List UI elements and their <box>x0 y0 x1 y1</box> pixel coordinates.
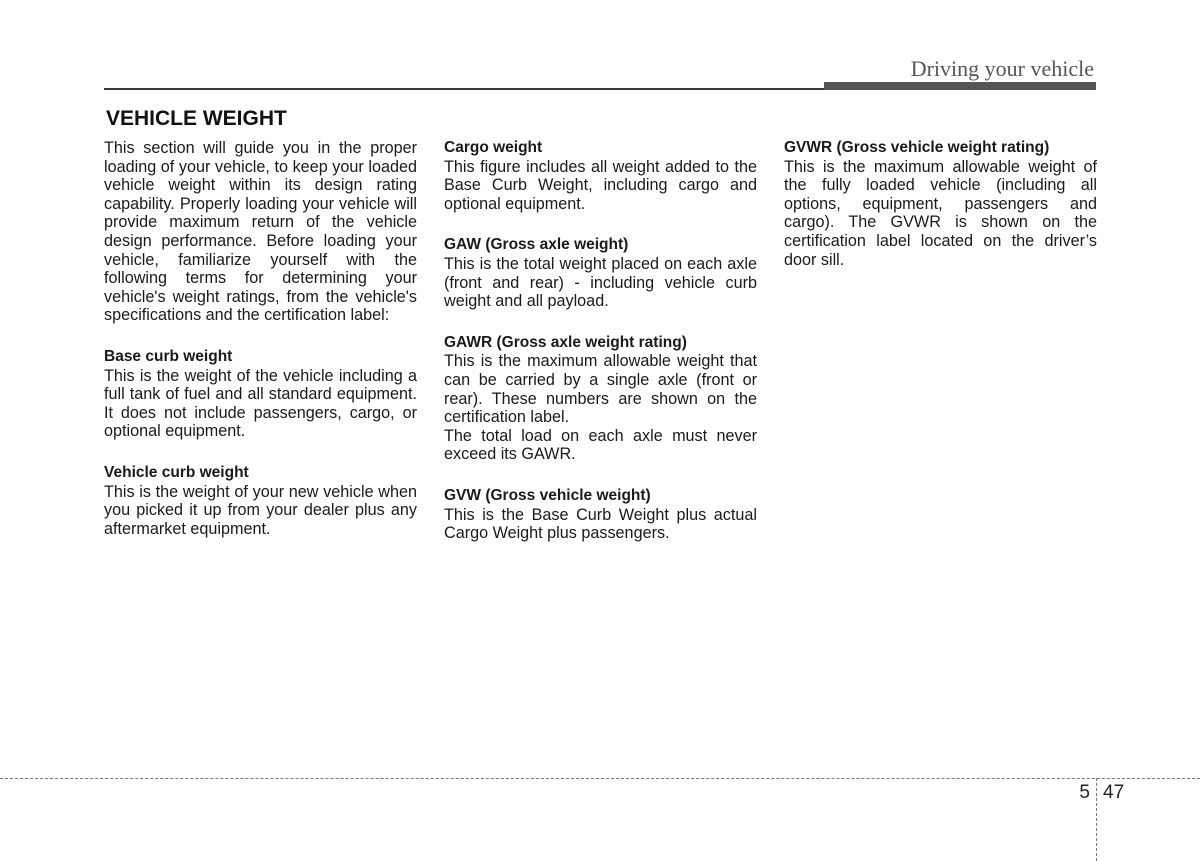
term-body-note: The total load on each axle must never exceed its GAWR. <box>444 426 757 464</box>
term-body: This is the total weight placed on each axle (front and rear) - including vehicle curb weight and all payload. <box>444 254 757 311</box>
term-title: GAWR (Gross axle weight rating) <box>444 333 687 351</box>
intro-paragraph: This section will guide you in the proper loading of your vehicle, to keep your loaded vehicle weight within its design rating capability. Properly loading your vehicle will provide maximum return of the vehicle design performance. Before loading your vehicle, familiarize yourself with the following terms for determining your vehicle's weight ratings, from the vehicle's specifications and the certification label: <box>104 139 417 325</box>
header-rule-accent <box>824 82 1096 90</box>
term-title: GVW (Gross vehicle weight) <box>444 486 651 504</box>
chapter-number: 5 <box>1079 782 1090 803</box>
term-title: Cargo weight <box>444 139 543 156</box>
column-3 <box>784 139 1097 269</box>
term-title: GVWR (Gross vehicle weight rating) <box>784 139 1050 156</box>
page-number: 47 <box>1103 782 1125 803</box>
column-2 <box>444 139 757 543</box>
term-body: This is the maximum allowable weight that can be carried by a single axle (front or rear). These numbers are shown on the certification label. <box>444 352 757 427</box>
running-header-title: Driving your vehicle <box>910 56 1094 81</box>
term-body: This is the weight of your new vehicle when you picked it up from your dealer plus any aftermarket equipment. <box>104 482 417 538</box>
footer-divider <box>0 778 1200 779</box>
term-body: This figure includes all weight added to the Base Curb Weight, including cargo and optional equipment. <box>444 157 757 213</box>
term-title: Base curb weight <box>104 347 233 365</box>
footer-divider-vertical <box>1096 778 1097 861</box>
term-body: This is the Base Curb Weight plus actual Cargo Weight plus passengers. <box>444 505 757 543</box>
term-title: Vehicle curb weight <box>104 463 249 481</box>
term-title: GAW (Gross axle weight) <box>444 236 629 254</box>
column-1 <box>104 139 417 538</box>
term-body: This is the maximum allowable weight of the fully loaded vehicle (including all options, equipment, passengers and cargo). The GVWR is shown on the certification label located on the driver’s door sill. <box>784 157 1097 269</box>
page-heading: VEHICLE WEIGHT <box>106 107 287 130</box>
term-body: This is the weight of the vehicle including a full tank of fuel and all standard equipment. It does not include passengers, cargo, or optional equipment. <box>104 366 417 441</box>
